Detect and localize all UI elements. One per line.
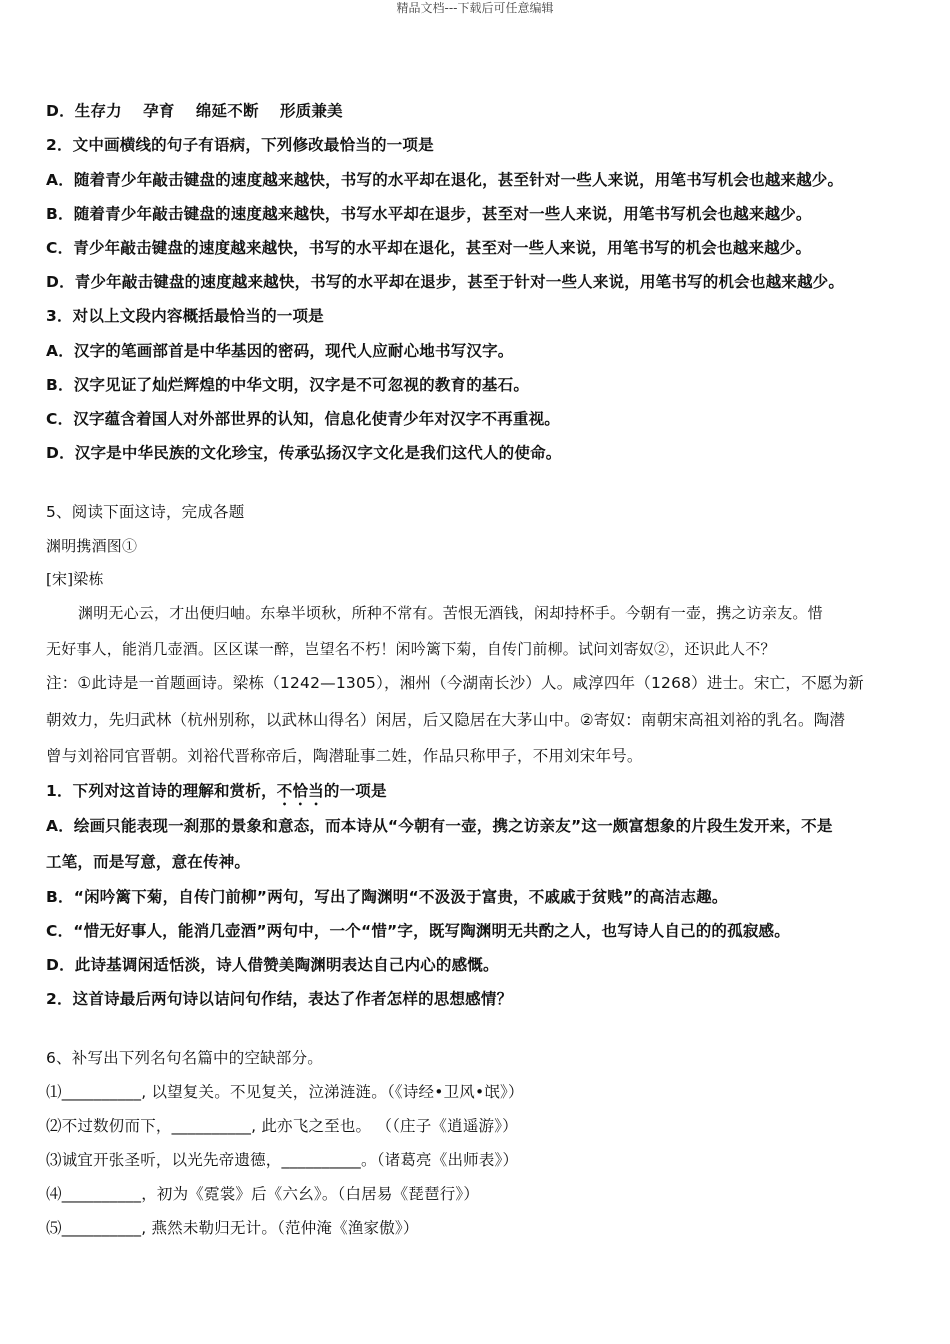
option-a-q5-1-cont: 工笔，而是写意，意在传神。 [46, 853, 251, 871]
option-c-q3: C．汉字蕴含着国人对外部世界的认知，信息化使青少年对汉字不再重视。 [46, 410, 560, 428]
poem-title: 渊明携酒图① [46, 537, 138, 555]
option-a-q3: A．汉字的笔画部首是中华基因的密码，现代人应耐心地书写汉字。 [46, 342, 514, 360]
section-6-heading: 6、补写出下列名句名篇中的空缺部分。 [46, 1049, 323, 1067]
option-d-q2: D．青少年敲击键盘的速度越来越快，书写的水平却在退步，甚至于针对一些人来说，用笔书写的机会也越来越少。 [46, 273, 845, 291]
poem-line-2: 无好事人，能消几壶酒。区区谋一醉，岂望名不朽！闲吟篱下菊，自传门前柳。试问刘寄奴②，还识此人不？ [46, 640, 776, 658]
option-d-q1: D．生存力 孕育 绵延不断 形质兼美 [46, 102, 343, 120]
section-5-heading: 5、阅读下面这诗，完成各题 [46, 503, 245, 521]
note-line-3: 曾与刘裕同官晋朝。刘裕代晋称帝后，陶潜耻事二姓，作品只称甲子，不用刘宋年号。 [46, 747, 643, 765]
poem-line-1: 渊明无心云，才出便归岫。东皋半顷秋，所种不常有。苦恨无酒钱，闲却持杯手。今朝有一壶，携之访亲友。惜 [78, 604, 823, 622]
fill-blank-4: ⑷__________，初为《霓裳》后《六幺》。（白居易《琵琶行》） [46, 1185, 480, 1203]
question-3: 3．对以上文段内容概括最恰当的一项是 [46, 307, 324, 325]
option-b-q2: B．随着青少年敲击键盘的速度越来越快，书写水平却在退步，甚至对一些人来说，用笔书写机会也越来越少。 [46, 205, 812, 223]
question-5-1-suffix: 的一项是 [323, 782, 387, 800]
option-a-q2: A．随着青少年敲击键盘的速度越来越快，书写的水平却在退化，甚至针对一些人来说，用笔书写机会也越来越少。 [46, 171, 844, 189]
question-2: 2．文中画横线的句子有语病，下列修改最恰当的一项是 [46, 136, 434, 154]
option-c-q2: C．青少年敲击键盘的速度越来越快，书写的水平却在退化，甚至对一些人来说，用笔书写的机会也越来越少。 [46, 239, 812, 257]
option-d-q5-1: D．此诗基调闲适恬淡，诗人借赞美陶渊明表达自己内心的感慨。 [46, 956, 499, 974]
option-b-q5-1: B．“闲吟篱下菊，自传门前柳”两句，写出了陶渊明“不汲汲于富贵，不戚戚于贫贱”的高洁志趣。 [46, 888, 728, 906]
fill-blank-1: ⑴__________, 以望复关。不见复关，泣涕涟涟。（《诗经•卫风•氓》） [46, 1083, 524, 1101]
note-line-2: 朝效力，先归武林（杭州别称，以武林山得名）闲居，后又隐居在大茅山中。②寄奴：南朝宋高祖刘裕的乳名。陶潜 [46, 711, 846, 729]
option-b-q3: B．汉字见证了灿烂辉煌的中华文明，汉字是不可忽视的教育的基石。 [46, 376, 530, 394]
fill-blank-2: ⑵不过数仞而下，__________, 此亦飞之至也。 （（庄子《逍遥游》） [46, 1117, 518, 1135]
fill-blank-5: ⑸__________, 燕然未勒归无计。（范仲淹《渔家傲》） [46, 1219, 419, 1237]
question-5-2: 2．这首诗最后两句诗以诘问句作结，表达了作者怎样的思想感情？ [46, 990, 513, 1008]
emphasis-text: 不恰当 [276, 782, 324, 800]
page-header: 精品文档---下载后可任意编辑 [396, 1, 554, 15]
poem-author: [宋]梁栋 [46, 570, 104, 588]
question-5-1-prefix: 1．下列对这首诗的理解和赏析， [46, 782, 277, 800]
option-d-q3: D．汉字是中华民族的文化珍宝，传承弘扬汉字文化是我们这代人的使命。 [46, 444, 562, 462]
option-c-q5-1: C．“惜无好事人，能消几壶酒”两句中，一个“惜”字，既写陶渊明无共酌之人，也写诗人自己的的孤寂感。 [46, 922, 790, 940]
question-5-1 [46, 781, 904, 809]
note-line-1: 注：①此诗是一首题画诗。梁栋（1242—1305），湘州（今湖南长沙）人。咸淳四年（1268）进士。宋亡，不愿为新 [46, 674, 864, 692]
option-a-q5-1: A．绘画只能表现一刹那的景象和意态，而本诗从“今朝有一壶，携之访亲友”这一颇富想象的片段生发开来，不是 [46, 817, 833, 835]
fill-blank-3: ⑶诚宜开张圣听，以光先帝遗德，__________。（诸葛亮《出师表》） [46, 1151, 519, 1169]
